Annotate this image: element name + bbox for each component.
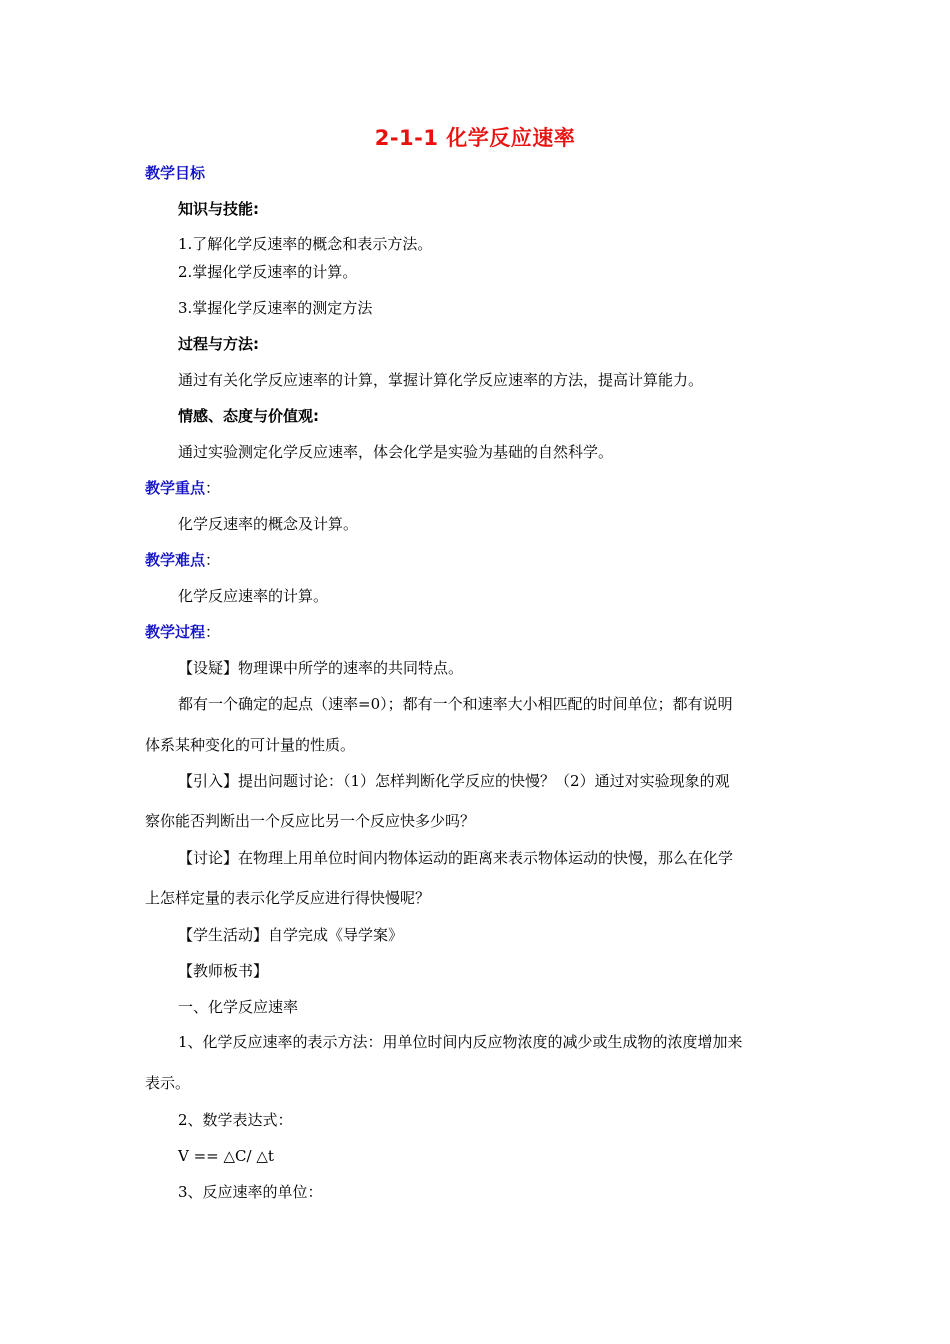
emotion-values-text: 通过实验测定化学反应速率，体会化学是实验为基础的自然科学。 — [178, 443, 614, 461]
teaching-process-colon: ： — [205, 623, 221, 641]
emotion-values-heading: 情感、态度与价值观: — [178, 407, 319, 425]
process-method-heading: 过程与方法: — [178, 335, 259, 353]
objectives-heading: 教学目标 — [145, 164, 206, 182]
process-line: 体系某种变化的可计量的性质。 — [145, 736, 356, 754]
process-line: 表示。 — [145, 1074, 191, 1092]
teaching-process-label: 教学过程 — [145, 623, 206, 641]
process-line: 1、化学反应速率的表示方法：用单位时间内反应物浓度的减少或生成物的浓度增加来 — [178, 1033, 743, 1051]
difficulties-text: 化学反应速率的计算。 — [178, 587, 329, 605]
process-line: 2、数学表达式： — [178, 1111, 293, 1129]
process-line: 【学生活动】自学完成《导学案》 — [178, 926, 404, 944]
process-line: 都有一个确定的起点（速率=0）；都有一个和速率大小相匹配的时间单位；都有说明 — [178, 695, 733, 713]
process-line: 【教师板书】 — [178, 962, 269, 980]
difficulties-colon: ： — [205, 551, 221, 569]
process-method-text: 通过有关化学反应速率的计算，掌握计算化学反应速率的方法，提高计算能力。 — [178, 371, 704, 389]
process-line: 一、化学反应速率 — [178, 998, 299, 1016]
process-line: 【引入】提出问题讨论：（1）怎样判断化学反应的快慢？（2）通过对实验现象的观 — [178, 772, 730, 790]
process-line: 上怎样定量的表示化学反应进行得快慢呢？ — [145, 889, 431, 907]
process-line: 【设疑】物理课中所学的速率的共同特点。 — [178, 659, 464, 677]
teaching-process-heading — [145, 622, 220, 642]
knowledge-skills-heading: 知识与技能: — [178, 200, 259, 218]
process-line: 【讨论】在物理上用单位时间内物体运动的距离来表示物体运动的快慢，那么在化学 — [178, 849, 734, 867]
formula-line: V == △C/ △t — [178, 1147, 274, 1165]
key-points-text: 化学反速率的概念及计算。 — [178, 515, 359, 533]
knowledge-item: 1.了解化学反速率的概念和表示方法。 — [178, 235, 433, 253]
key-points-label: 教学重点 — [145, 479, 206, 497]
knowledge-item: 2.掌握化学反速率的计算。 — [178, 263, 358, 281]
key-points-heading — [145, 478, 220, 498]
process-line: 察你能否判断出一个反应比另一个反应快多少吗？ — [145, 812, 476, 830]
document-title: 2-1-1 化学反应速率 — [374, 126, 576, 150]
difficulties-heading — [145, 550, 220, 570]
process-line: 3、反应速率的单位： — [178, 1183, 323, 1201]
difficulties-label: 教学难点 — [145, 551, 206, 569]
key-points-colon: ： — [205, 479, 221, 497]
knowledge-item: 3.掌握化学反速率的测定方法 — [178, 299, 373, 317]
